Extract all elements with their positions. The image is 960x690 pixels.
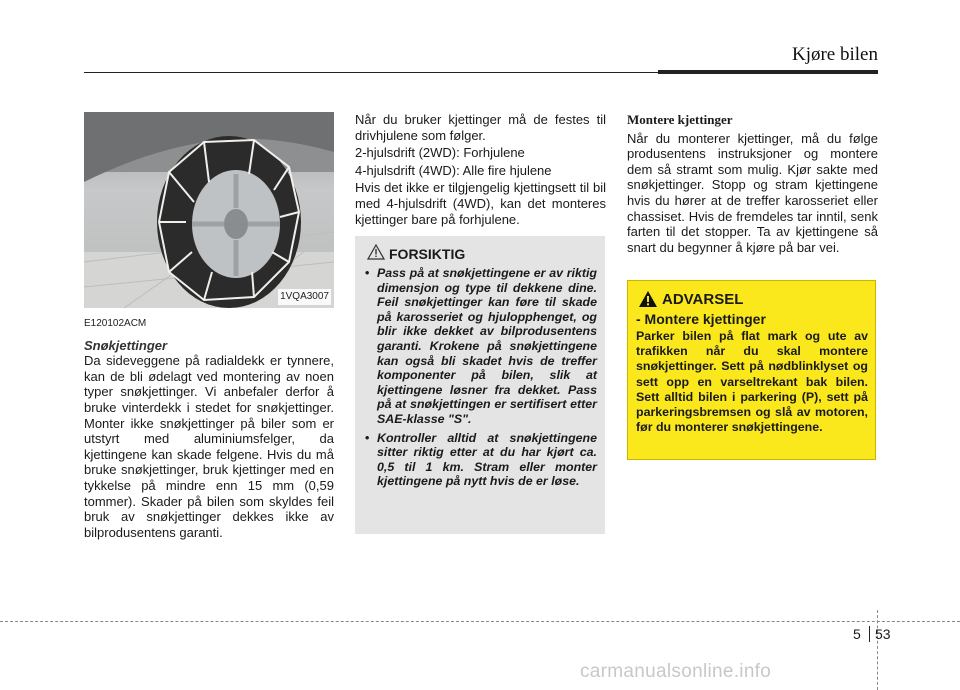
- column-1: [84, 112, 334, 542]
- chapter-title: Kjøre bilen: [791, 44, 878, 65]
- header-rule-accent: [658, 70, 878, 74]
- warning-title: ADVARSEL: [662, 291, 744, 308]
- image-code: 1VQA3007: [278, 289, 331, 305]
- caution-item: • Pass på at snøkjettingene er av riktig dimensjon og type til dekkene dine. Feil snøkjettinger kan føre til skade på karosseriet og hjulopphenget, og blir ikke dekket av bilprodusentens garanti. Krokene på snøkjettingene kan også bli skadet hvis de treffer komponenter på bilen, slik at kjettingene løsner fra dekket. Pass på at snøkjettingen er sertifisert etter SAE-klasse "S".: [365, 266, 597, 427]
- warning-box: [627, 280, 876, 460]
- warning-text: Parker bilen på flat mark og ute av trafikken når du skal montere snøkjettinger. Sett på nødblinklyset og sett opp en varseltrekant bak bilen. Sett alltid bilen i parkering (P), sett på parkeringsbremsen og slå av motoren, før du monterer snøkjettingene.: [636, 329, 868, 435]
- body-text-3: 4-hjulsdrift (4WD): Alle fire hjulene: [355, 162, 552, 178]
- section-heading: Montere kjettinger: [627, 112, 733, 127]
- watermark: carmanualsonline.info: [580, 661, 772, 682]
- caution-box: [355, 236, 605, 534]
- column-2: [355, 112, 606, 229]
- chapter-number: 5: [853, 626, 861, 642]
- caution-list: [365, 266, 597, 493]
- footer-vertical-rule: [877, 610, 878, 690]
- warning-subtitle: - Montere kjettinger: [636, 311, 766, 327]
- footer-rule: [0, 621, 960, 622]
- caution-item: • Kontroller alltid at snøkjettingene sitter riktig etter at du har kjørt ca. 0,5 til 1 km. Stram eller monter kjettingene på nytt hvis de er løse.: [365, 431, 597, 489]
- caution-title: FORSIKTIG: [389, 246, 466, 262]
- warning-triangle-icon: [638, 290, 658, 308]
- page-number: 53: [875, 626, 891, 642]
- page-number-separator: [869, 626, 870, 642]
- body-text-1: Når du bruker kjettinger må de festes til drivhjulene som følger.: [355, 112, 606, 143]
- tire-with-chain-illustration: [84, 112, 334, 308]
- body-text-4: Hvis det ikke er tilgjengelig kjettingsett til bil med 4-hjulsdrift (4WD), kan det monteres kjettinger bare på forhjulene.: [355, 180, 606, 227]
- body-text-2: 2-hjulsdrift (2WD): Forhjulene: [355, 145, 525, 161]
- snow-chain-photo: [84, 112, 334, 308]
- body-text: Da sideveggene på radialdekk er tynnere, kan de bli ødelagt ved montering av noen typer snøkjettinger. Vi anbefaler derfor å bruke vinterdekk i stedet for snøkjettinger. Monter ikke snøkjettinger på biler som er utstyrt med aluminiumsfelger, da kjettingene kan skade felgene. Hvis du må bruke snøkjettinger, bruk kjettinger med en tykkelse på mindre enn 15 mm (0,59 tommer). Skader på bilen som skyldes feil bruk av snøkjettinger dekkes ikke av bilprodusentens garanti.: [84, 353, 334, 540]
- body-text: Når du monterer kjettinger, må du følge produsentens instruksjoner og montere dem så stramt som mulig. Kjør sakte med snøkjettinger. Stopp og stram kjettingene hvis du hører at de treffer karosseriet eller chassiset. Hvis de fremdeles tar inntil, senk farten til det stopper. Ta av kjettingene så snart du begynner å kjøre på bar vei.: [627, 130, 878, 255]
- reference-code: E120102ACM: [84, 318, 147, 329]
- column-3: [627, 112, 878, 257]
- section-heading: Snøkjettinger: [84, 337, 168, 353]
- caution-triangle-icon: [367, 244, 385, 260]
